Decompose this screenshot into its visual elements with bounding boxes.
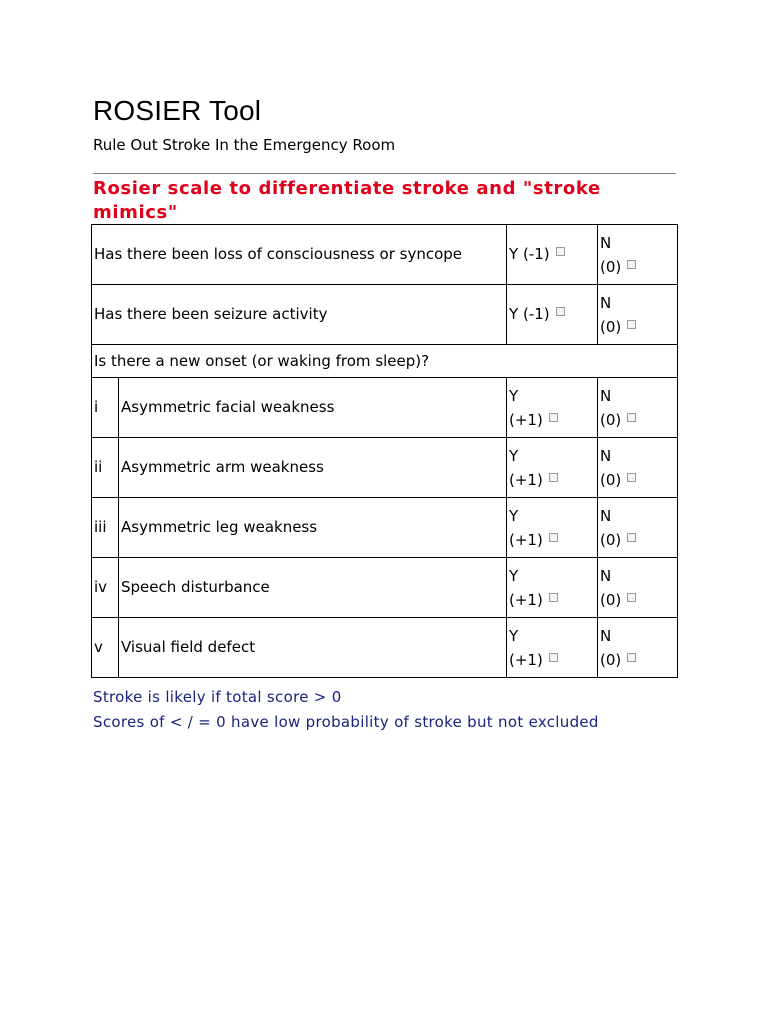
- yes-option-cell: [507, 378, 598, 438]
- no-letter: N: [600, 233, 612, 252]
- yes-letter: Y: [509, 506, 519, 525]
- table-row: [92, 438, 678, 498]
- yes-checkbox[interactable]: [549, 653, 558, 662]
- no-checkbox[interactable]: [627, 473, 636, 482]
- onset-prompt: Is there a new onset (or waking from sleep)?: [92, 345, 678, 378]
- yes-checkbox[interactable]: [549, 533, 558, 542]
- score-note-likely: Stroke is likely if total score > 0: [93, 688, 342, 706]
- no-option-cell: [598, 498, 678, 558]
- table-row: [92, 225, 678, 285]
- no-option-cell: [598, 285, 678, 345]
- yes-letter: Y: [509, 566, 519, 585]
- yes-checkbox[interactable]: [549, 413, 558, 422]
- no-letter: N: [600, 506, 612, 525]
- sign-number: i: [92, 378, 119, 438]
- no-checkbox[interactable]: [627, 593, 636, 602]
- no-letter: N: [600, 626, 612, 645]
- yes-score: (+1): [509, 410, 543, 429]
- yes-option-cell: [507, 438, 598, 498]
- table-row: [92, 498, 678, 558]
- yes-label: Y (-1): [509, 245, 550, 263]
- sign-text: Asymmetric leg weakness: [119, 498, 507, 558]
- no-score: (0): [600, 410, 622, 429]
- yes-score: (+1): [509, 590, 543, 609]
- no-checkbox[interactable]: [627, 653, 636, 662]
- yes-checkbox[interactable]: [556, 307, 565, 316]
- page-title: ROSIER Tool: [93, 95, 262, 126]
- no-score: (0): [600, 530, 622, 549]
- no-score: (0): [600, 650, 622, 669]
- no-letter: N: [600, 293, 612, 312]
- yes-option-cell: [507, 558, 598, 618]
- section-heading: Rosier scale to differentiate stroke and "stroke mimics": [93, 178, 601, 223]
- question-text: Has there been loss of consciousness or syncope: [92, 225, 507, 285]
- no-checkbox[interactable]: [627, 260, 636, 269]
- no-option-cell: [598, 438, 678, 498]
- yes-label: Y (-1): [509, 305, 550, 323]
- no-letter: N: [600, 446, 612, 465]
- table-row: [92, 285, 678, 345]
- no-checkbox[interactable]: [627, 413, 636, 422]
- sign-number: v: [92, 618, 119, 678]
- sign-number: iii: [92, 498, 119, 558]
- yes-checkbox[interactable]: [556, 247, 565, 256]
- score-note-low-probability: Scores of < / = 0 have low probability of stroke but not excluded: [93, 713, 599, 731]
- sign-text: Visual field defect: [119, 618, 507, 678]
- page-subtitle: Rule Out Stroke In the Emergency Room: [93, 136, 396, 154]
- table-row: [92, 345, 678, 378]
- no-letter: N: [600, 566, 612, 585]
- no-score: (0): [600, 257, 622, 276]
- no-checkbox[interactable]: [627, 320, 636, 329]
- no-checkbox[interactable]: [627, 533, 636, 542]
- yes-checkbox[interactable]: [549, 473, 558, 482]
- table-row: [92, 618, 678, 678]
- yes-score: (+1): [509, 530, 543, 549]
- yes-option-cell: [507, 285, 598, 345]
- yes-score: (+1): [509, 650, 543, 669]
- no-option-cell: [598, 225, 678, 285]
- no-score: (0): [600, 590, 622, 609]
- no-score: (0): [600, 470, 622, 489]
- rosier-table: [91, 224, 678, 678]
- no-letter: N: [600, 386, 612, 405]
- divider: [93, 173, 676, 174]
- sign-number: iv: [92, 558, 119, 618]
- question-text: Has there been seizure activity: [92, 285, 507, 345]
- table-row: [92, 558, 678, 618]
- yes-checkbox[interactable]: [549, 593, 558, 602]
- sign-text: Speech disturbance: [119, 558, 507, 618]
- yes-option-cell: [507, 618, 598, 678]
- no-score: (0): [600, 317, 622, 336]
- yes-letter: Y: [509, 446, 519, 465]
- yes-letter: Y: [509, 386, 519, 405]
- sign-number: ii: [92, 438, 119, 498]
- yes-letter: Y: [509, 626, 519, 645]
- no-option-cell: [598, 618, 678, 678]
- sign-text: Asymmetric facial weakness: [119, 378, 507, 438]
- yes-score: (+1): [509, 470, 543, 489]
- no-option-cell: [598, 558, 678, 618]
- no-option-cell: [598, 378, 678, 438]
- sign-text: Asymmetric arm weakness: [119, 438, 507, 498]
- table-row: [92, 378, 678, 438]
- yes-option-cell: [507, 498, 598, 558]
- yes-option-cell: [507, 225, 598, 285]
